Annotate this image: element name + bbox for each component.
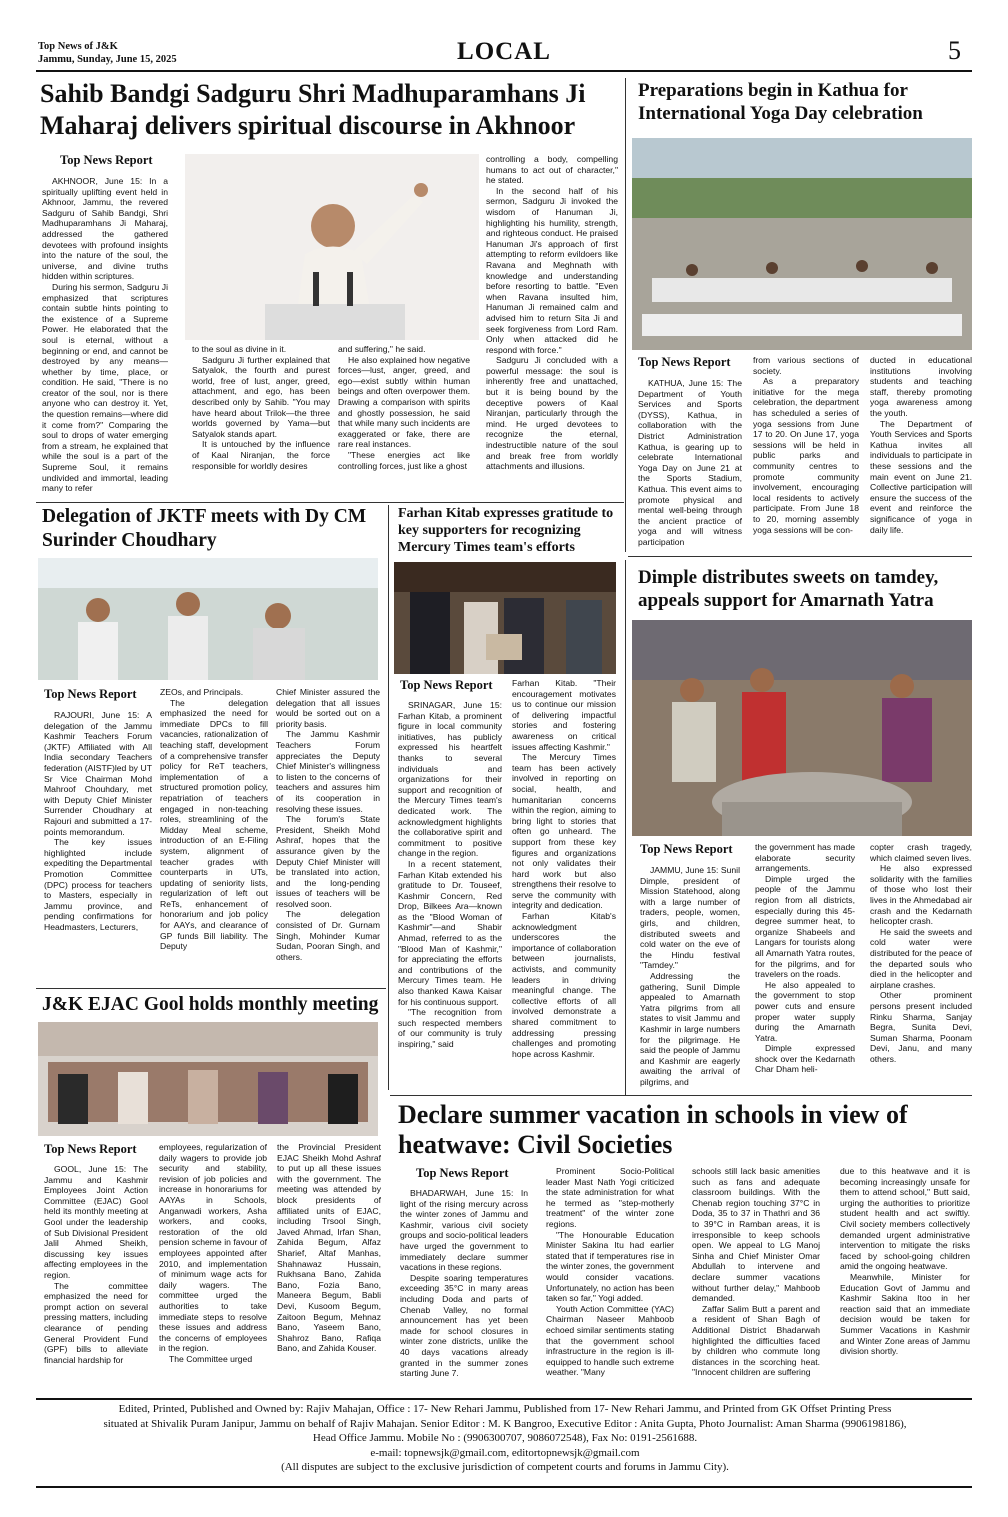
dimple-col-1: JAMMU, June 15: Sunil Dimple, president of Mission Statehood, along with a large number of traders, people, women, girls, and children, distributed sweets and cold water on the eve of the Hindu festival "Tamdey." Addressing the gathering, Sunil Dimple appealed to Amarnath Yatra pilgrims from all states to visit Jammu and Kashmir in large numbers for the pilgrimage. He said the people of Jammu and Kashmir are eagerly awaiting the arrival of pilgrims, and <box>640 865 740 1087</box>
section-divider <box>390 1095 972 1096</box>
kathua-col-3: ducted in educational institutions involving students and teaching staff, thereby promoting yoga awareness among the youth. The Department of Youth Services and Sports Kathua invites all individuals to participate in these sessions and the main event on June 21. Collective participation will ensure the success of the event and reinforce the significance of yoga in daily life. <box>870 355 972 535</box>
jktf-byline: Top News Report <box>44 687 137 701</box>
jktf-col-1: RAJOURI, June 15: A delegation of the Jammu Kashmir Teachers Forum (JKTF) Affiliated with All India secondary Teachers federation (AISTF)led by UT Sr Vice Chairman Mohd Mahroof Chouhdary, met with Deputy Chief Minister Surrender Choudhary at Rajouri and submitted a 17-points memorandum. The key issues highlighted include expediting the Departmental Promotion Committee (DPC) process for teachers to Masters, especially in Jammu province, and pending confirmations for Headmasters, Lecturers, <box>44 710 152 932</box>
footer-disclaimer: (All disputes are subject to the exclusive jurisdiction of competent courts and forums in Jammu City). <box>281 1461 729 1473</box>
dimple-photo <box>632 620 972 836</box>
section-divider <box>628 556 972 557</box>
dimple-headline: Dimple distributes sweets on tamdey, appeals support for Amarnath Yatra <box>638 567 939 612</box>
summer-byline: Top News Report <box>416 1166 509 1180</box>
jktf-photo <box>38 558 378 680</box>
summer-col-4: due to this heatwave and it is becoming increasingly unsafe for them to attend school," Butt said, urging the authorities to prioritize student health and act swiftly. Civil society members collectively demanded urgent administrative intervention to mitigate the risks faced by school-going children amid the ongoing heatwave. Meanwhile, Minister for Education Govt of Jammu and Kashmir Sakina Itoo in her reaction said that an immediate decision would be taken for Summer Vacations in Kashmir and Winter Zone areas of Jammu division shortly. <box>840 1166 970 1357</box>
farhan-byline: Top News Report <box>400 678 493 692</box>
masthead-rule <box>36 70 972 72</box>
footer-email: e-mail: topnewsjk@gmail.com, editortopnewsjk@gmail.com <box>370 1446 640 1459</box>
ejac-col-2: employees, regularization of daily wagers to provide job security and stability, revision of job policies and increase in honorariums for AAYAs in Schools, Anganwadi workers, Asha workers, and cooks, restoration of the old pension scheme in favour of employees appointed after 2010, and implementation of minimum wage acts for daily wagers. The committee urged the authorities to take immediate steps to resolve these issues and address the concerns of employees in the region. The Committee urged <box>159 1142 267 1364</box>
date-line: Jammu, Sunday, June 15, 2025 <box>38 54 177 65</box>
column-divider <box>625 78 626 552</box>
dimple-col-3: copter crash tragedy, which claimed seven lives. He also expressed solidarity with the families of those who lost their lives in the Ahmedabad air crash and the Kedarnath helicopter crash. He said the sweets and cold water were distributed for the peace of the departed souls who died in the helicopter and airplane crashes. Other prominent persons present included Rinku Sharma, Sanjay Begra, Sunita Devi, Suman Sharma, Poonam Devi, Janu, and many others. <box>870 842 972 1064</box>
column-divider <box>388 505 389 1090</box>
footer-line: situated at Shivalik Puram Janipur, Jammu on behalf of Rajiv Mahajan. Senior Editor : M. K Bangroo, Executive Editor : Anita Gupta, Photo Journalist: Aman Sharma (9906198186), <box>103 1417 907 1430</box>
sahib-photo <box>185 154 479 340</box>
section-divider <box>36 502 624 503</box>
kathua-col-1: KATHUA, June 15: The Department of Youth Services and Sports (DYSS), Kathua, in collaboration with the District Administration Kathua, is gearing up to celebrate International Yoga Day on June 21 at the Sports Stadium, Kathua. This event aims to promote physical and mental well-being through the ancient practice of yoga and will witness participation <box>638 378 742 547</box>
dimple-col-2: the government has made elaborate security arrangements. Dimple urged the people of the Jammu region from all districts, especially during this 45-degree summer heat, to organize Shabeels and Langars for tourists along all Amarnath Yatra routes, for the pilgrims, and for travelers on the roads. He also appealed to the government to stop power cuts and ensure proper water supply during the Amarnath Yatra. Dimple expressed shock over the Kedarnath Char Dham heli- <box>755 842 855 1075</box>
paper-name: Top News of J&K <box>38 41 118 52</box>
sahib-col-4: controlling a body, compelling humans to act out of character," he stated. In the second half of his sermon, Sadguru Ji invoked the wisdom of Hanuman Ji, highlighting his humility, strength, and righteous conduct. He praised Hanuman Ji's approach of first attempting to reform evildoers like Ravana and Meghnath with knowledge and understanding before resorting to battle. "Even when Ravana insulted him, Hanuman Ji remained calm and advised him to return Sita Ji and seek forgiveness from Lord Ram. Only when attacked did he respond with force." Sadguru Ji concluded with a powerful message: the soul is inherently free and unattached, but it is being bound by the deceptive powers of Kaal Niranjan, particularly through the mind. He urged devotees to recognize the eternal, indestructible nature of the soul and break free from worldly attachments and illusions. <box>486 154 618 472</box>
ejac-col-1: GOOL, June 15: The Jammu and Kashmir Employees Joint Action Committee (EJAC) Gool held its monthly meeting at Gool under the leadership of Sub Divisional President Jalil Ahmed Sheikh, discussing key issues affecting employees in the region. The committee emphasized the need for prompt action on several pressing matters, including clearance of pending General Provident Fund (GPF) bills to alleviate financial hardship for <box>44 1164 148 1365</box>
footer-bottom-rule <box>36 1486 972 1488</box>
sahib-byline: Top News Report <box>60 153 153 167</box>
kathua-photo <box>632 138 972 350</box>
summer-headline: Declare summer vacation in schools in view of heatwave: Civil Societies <box>398 1100 908 1159</box>
jktf-col-3: Chief Minister assured the delegation that all issues would be sorted out on a priority basis. The Jammu Kashmir Teachers Forum appreciates the Deputy Chief Minister's willingness to listen to the concerns of teachers and assures him of its cooperation in resolving these issues. The forum's State President, Sheikh Mohd Ashraf, hopes that the assurance given by the Deputy Chief Minister will be translated into action, and the long-pending issues of teachers will be resolved soon. The delegation consisted of Dr. Gurnam Singh, Mohinder Kumar Sudan, Pooran Singh, and others. <box>276 687 380 962</box>
farhan-col-1: SRINAGAR, June 15: Farhan Kitab, a prominent figure in local community initiatives, has publicly expressed his heartfelt thanks to several individuals and organizations for their support and recognition of the Mercury Times team's dedicated work. The acknowledgment highlights the collaborative spirit and commitment to positive change in the region. In a recent statement, Farhan Kitab extended his gratitude to Dr. Touseef, Kashmir Concern, Red Drop, Bilkees Ara—known as the "Blood Woman of Kashmir"—and Shabir Ahmad, referred to as the "Blood Man of Kashmir," for appreciating the efforts and contributions of the Mercury Times team. He also thanked Kawa Kaisar for his continuous support. "The recognition from such respected members of our community is truly inspiring," said <box>398 700 502 1049</box>
footer-line: Edited, Printed, Published and Owned by: Rajiv Mahajan, Office : 17- New Rehari Jammu, Published from 17- New Rehari Jammu, and Printed from GK Offset Printing Press <box>118 1403 892 1415</box>
section-title: LOCAL <box>457 38 551 65</box>
ejac-byline: Top News Report <box>44 1142 137 1156</box>
farhan-headline: Farhan Kitab expresses gratitude to key supporters for recognizing Mercury Times team's efforts <box>398 506 614 556</box>
ejac-photo <box>38 1022 378 1136</box>
farhan-col-2: Farhan Kitab. "Their encouragement motivates us to continue our mission of delivering impactful stories and fostering awareness on critical issues affecting Kashmir." The Mercury Times team has been actively involved in reporting on social, health, and humanitarian concerns within the region, aiming to bring light to stories that often go unheard. The support from these key figures and organizations not only validates their hard work but also strengthens their resolve to serve the community with integrity and dedication. Farhan Kitab's acknowledgment underscores the importance of collaboration between journalists, activists, and community leaders in driving meaningful change. The collective efforts of all involved demonstrate a shared commitment to addressing pressing challenges and promoting hope across Kashmir. <box>512 678 616 1059</box>
ejac-col-3: the Provincial President EJAC Sheikh Mohd Ashraf to put up all these issues with the government. The meeting was attended by block presidents of affiliated units of EJAC, including Trsool Singh, Javed Ahmad, Irfan Shan, Zahida Begum, Alfaz Sharief, Altaf Manhas, Shahnawaz Hussain, Rukhsana Bano, Zahida Bano, Fozia Bano, Maneera Begum, Babli Devi, Kusoom Begum, Zaitoon Begum, Mehnaz Bano, Yaseem Bano, Shahroz Bano, Rafiqa Bano, and Zahida Kouser. <box>277 1142 381 1354</box>
farhan-photo <box>394 562 616 674</box>
column-divider <box>625 560 626 1095</box>
kathua-byline: Top News Report <box>638 355 731 369</box>
sahib-col-1: AKHNOOR, June 15: In a spiritually uplifting event held in Akhnoor, Jammu, the revered Sadguru of Sahib Bandgi, Shri Madhuparamhans Ji Maharaj, addressed the gathered devotees with profound insights into the nature of the soul, the universe, and divine truths hidden within scriptures. During his sermon, Sadguru Ji emphasized that scriptures contain subtle hints pointing to the existence of a Supreme Power. He elaborated that the soul is eternal, without a beginning or end, and cannot be destroyed by any means—whether by time, place, or condition. He said, "There is no creator of the soul, nor is there anyone who can destroy it. Yet, the question remains—where did it come from?" Comparing the soul to drops of water emerging from a stream, he explained that while the soul is a part of the Supreme Soul, it remains undivided and immortal, leading many to refer <box>42 176 168 494</box>
kathua-headline: Preparations begin in Kathua for International Yoga Day celebration <box>638 80 923 125</box>
sahib-headline: Sahib Bandgi Sadguru Shri Madhuparamhans Ji Maharaj delivers spiritual discourse in Akhnoor <box>40 79 586 140</box>
sahib-col-3: and suffering," he said. He also explained how negative forces—lust, anger, greed, and ego—exist subtly within human beings and often overpower them. Drawing a comparison with spirits and ghostly possession, he said that while many such incidents are exaggerated or fake, there are rare real instances. "These energies act like controlling forces, just like a ghost <box>338 344 470 471</box>
jktf-headline: Delegation of JKTF meets with Dy CM Surinder Choudhary <box>42 506 367 551</box>
sahib-col-2: to the soul as divine in it. Sadguru Ji further explained that Satyalok, the fourth and purest world, free of lust, anger, greed, attachment, and ego, has been described only by Sahib. "You may have heard about Trilok—the three worlds governed by Yama—but Satyalok stands apart. It is untouched by the influence of Kaal Niranjan, the force responsible for worldly desires <box>192 344 330 471</box>
summer-col-3: schools still lack basic amenities such as fans and adequate classroom buildings. With the Chenab region touching 37°C in Doda, 35 to 37 in Thathri and 36 to 39°C in Ramban areas, it is irresponsible to keep schools open. We appeal to LG Manoj Sinha and Chief Minister Omar Abdullah to intervene and declare summer vacations without further delay," Mahboob demanded. Zaffar Salim Butt a parent and a resident of Shan Bagh of Additional District Bhadarwah highlighted the difficulties faced by children who commute long distances in the scorching heat. "Innocent children are suffering <box>692 1166 820 1378</box>
section-divider <box>36 988 386 989</box>
ejac-headline: J&K EJAC Gool holds monthly meeting <box>42 994 379 1015</box>
jktf-col-2: ZEOs, and Principals. The delegation emphasized the need for immediate DPCs to fill vacancies, rationalization of teaching staff, development of a comprehensive transfer policy for ReT teachers, implementation of a structured promotion policy, repatriation of teachers engaged in non-teaching roles, streamlining of the Midday Meal scheme, introduction of an E-Filing system, alignment of teacher grades with counterparts in UTs, updating of seniority lists, regularization of left out ReTs, enhancement of honorarium and job policy for AAYs, and clearance of GP funds Bill liability. The Deputy <box>160 687 268 952</box>
dimple-byline: Top News Report <box>640 842 733 856</box>
footer-rule <box>36 1398 972 1400</box>
kathua-col-2: from various sections of society. As a preparatory initiative for the mega celebration, the department has scheduled a series of yoga sessions from June 17 to 20. On June 17, yoga sessions will be held in public parks and community centres to promote community involvement, encouraging local residents to actively participate. From June 18 to 20, morning assembly yoga sessions will be con- <box>753 355 859 535</box>
summer-col-2: Prominent Socio-Political leader Mast Nath Yogi criticized the state administration for what he termed as "step-motherly treatment" of the winter zone regions. "The Honourable Education Minister Sakina Itu had earlier stated that if temperatures rise in the winter zones, the government would consider vacations. Unfortunately, no action has been taken so far," Yogi added. Youth Action Committee (YAC) Chairman Naseer Mahboob echoed similar sentiments stating that the government school infrastructure in the region is ill-equipped to handle such extreme weather. "Many <box>546 1166 674 1378</box>
imprint-footer <box>38 1402 972 1475</box>
summer-col-1: BHADARWAH, June 15: In light of the rising mercury across the winter zones of Jammu and Kashmir, various civil society groups and socio-political leaders have urged the government to immediately declare summer vacations in these regions. Despite soaring temperatures exceeding 35°C in many areas including Doda and parts of Chenab Valley, no formal announcement has yet been made for school closures in winter zone districts, unlike the 40 days vacations already granted in the summer zones starting June 7. <box>400 1188 528 1379</box>
page-number: 5 <box>948 36 961 65</box>
footer-line: Head Office Jammu. Mobile No : (9906300707, 9086072548), Fax No: 0191-2561688. <box>312 1432 698 1444</box>
